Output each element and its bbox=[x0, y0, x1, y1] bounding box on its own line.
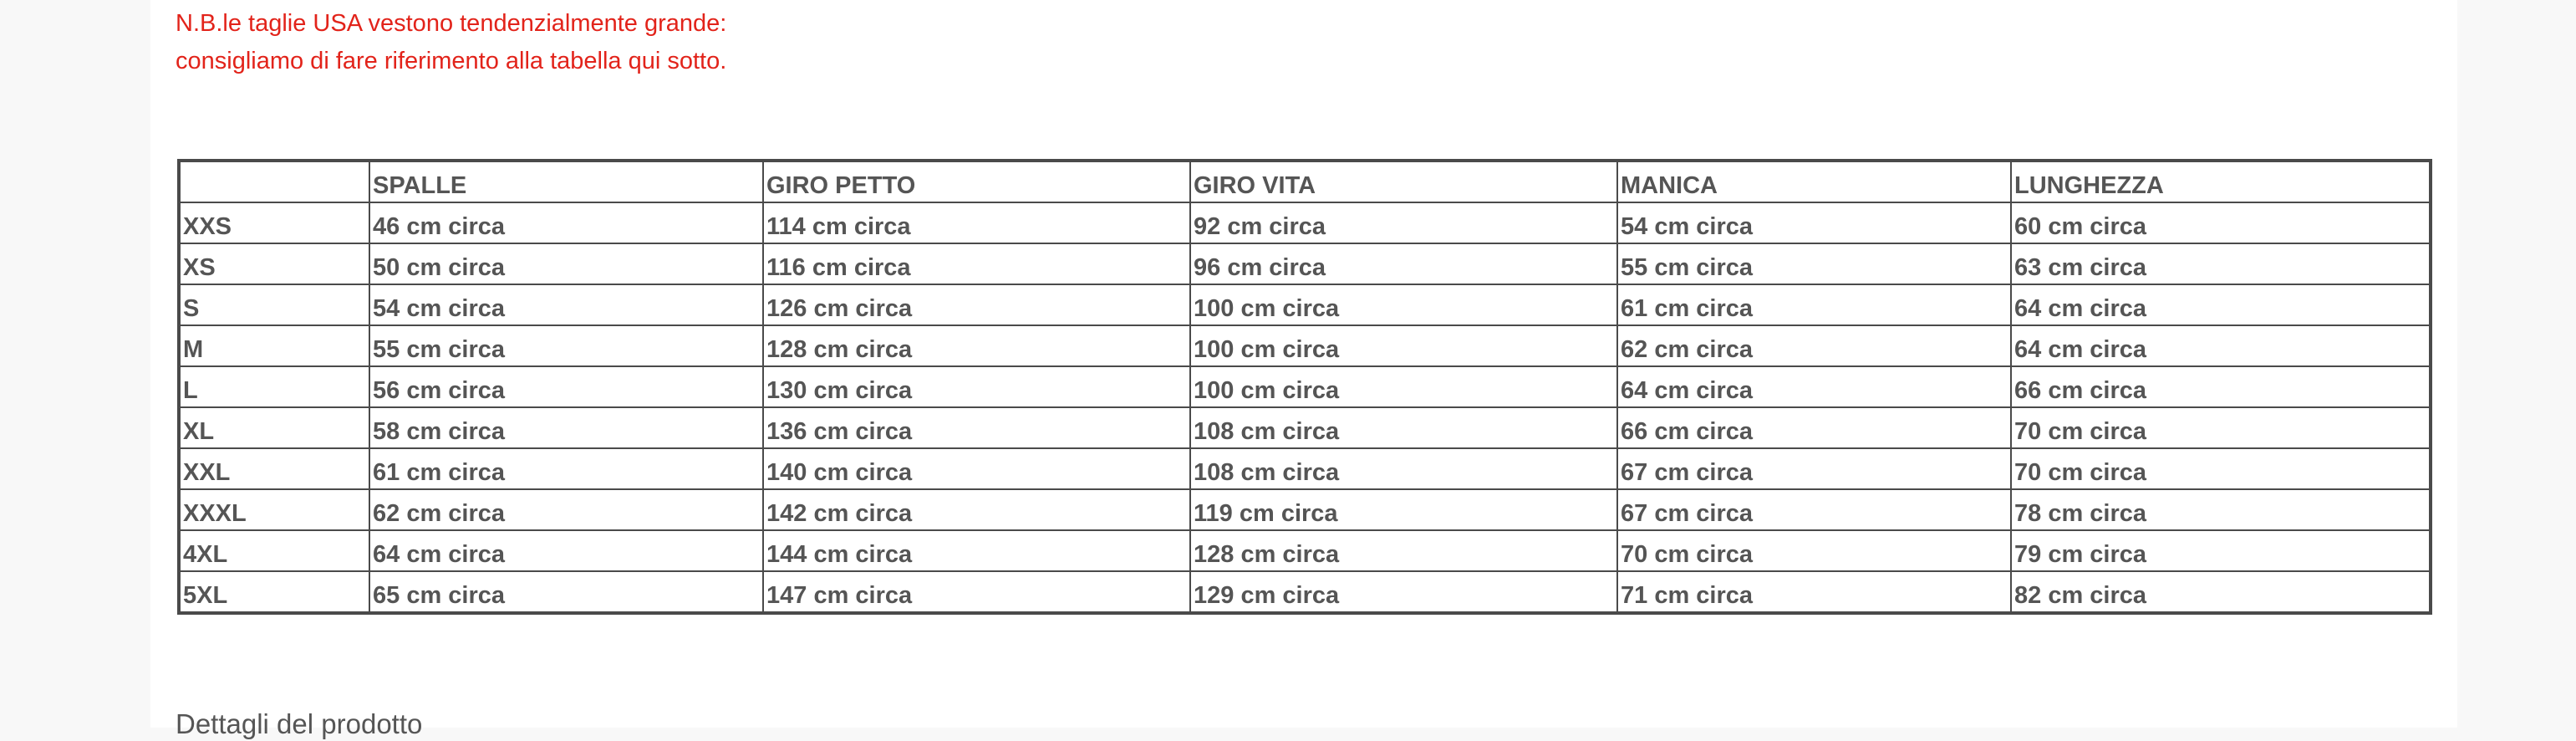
table-row bbox=[179, 284, 2431, 325]
product-details-heading: Dettagli del prodotto bbox=[176, 708, 423, 739]
table-row bbox=[179, 489, 2431, 530]
table-header-row bbox=[179, 161, 2431, 202]
cell-giro-vita: 100 cm circa bbox=[1190, 325, 1617, 366]
cell-size: XL bbox=[179, 407, 369, 448]
size-note-line-2: consigliamo di fare riferimento alla tabella qui sotto. bbox=[176, 48, 727, 74]
cell-lunghezza: 70 cm circa bbox=[2011, 448, 2431, 489]
table-row bbox=[179, 571, 2431, 613]
cell-manica: 61 cm circa bbox=[1617, 284, 2011, 325]
cell-size: XXS bbox=[179, 202, 369, 243]
size-note bbox=[176, 5, 726, 80]
cell-manica: 67 cm circa bbox=[1617, 489, 2011, 530]
cell-spalle: 54 cm circa bbox=[369, 284, 763, 325]
cell-giro-vita: 129 cm circa bbox=[1190, 571, 1617, 613]
size-chart-table bbox=[177, 159, 2432, 615]
cell-giro-petto: 136 cm circa bbox=[763, 407, 1190, 448]
header-manica: MANICA bbox=[1617, 161, 2011, 202]
cell-size: XS bbox=[179, 243, 369, 284]
size-note-line-1: N.B.le taglie USA vestono tendenzialmente grande: bbox=[176, 10, 727, 37]
cell-giro-petto: 144 cm circa bbox=[763, 530, 1190, 571]
cell-manica: 64 cm circa bbox=[1617, 366, 2011, 407]
cell-size: XXL bbox=[179, 448, 369, 489]
cell-lunghezza: 60 cm circa bbox=[2011, 202, 2431, 243]
cell-giro-vita: 96 cm circa bbox=[1190, 243, 1617, 284]
header-spalle: SPALLE bbox=[369, 161, 763, 202]
cell-spalle: 46 cm circa bbox=[369, 202, 763, 243]
cell-giro-petto: 147 cm circa bbox=[763, 571, 1190, 613]
cell-manica: 67 cm circa bbox=[1617, 448, 2011, 489]
cell-lunghezza: 66 cm circa bbox=[2011, 366, 2431, 407]
table-row bbox=[179, 448, 2431, 489]
header-giro-petto: GIRO PETTO bbox=[763, 161, 1190, 202]
table-row bbox=[179, 325, 2431, 366]
table-row bbox=[179, 407, 2431, 448]
cell-giro-vita: 108 cm circa bbox=[1190, 448, 1617, 489]
cell-lunghezza: 78 cm circa bbox=[2011, 489, 2431, 530]
table-row bbox=[179, 530, 2431, 571]
cell-giro-petto: 130 cm circa bbox=[763, 366, 1190, 407]
cell-size: L bbox=[179, 366, 369, 407]
table-row bbox=[179, 366, 2431, 407]
cell-spalle: 62 cm circa bbox=[369, 489, 763, 530]
cell-lunghezza: 70 cm circa bbox=[2011, 407, 2431, 448]
cell-giro-vita: 128 cm circa bbox=[1190, 530, 1617, 571]
cell-spalle: 56 cm circa bbox=[369, 366, 763, 407]
header-giro-vita: GIRO VITA bbox=[1190, 161, 1617, 202]
cell-manica: 54 cm circa bbox=[1617, 202, 2011, 243]
cell-giro-vita: 119 cm circa bbox=[1190, 489, 1617, 530]
cell-giro-petto: 114 cm circa bbox=[763, 202, 1190, 243]
cell-size: XXXL bbox=[179, 489, 369, 530]
cell-manica: 55 cm circa bbox=[1617, 243, 2011, 284]
table-row bbox=[179, 243, 2431, 284]
cell-size: 4XL bbox=[179, 530, 369, 571]
cell-manica: 62 cm circa bbox=[1617, 325, 2011, 366]
cell-giro-vita: 100 cm circa bbox=[1190, 366, 1617, 407]
cell-giro-petto: 140 cm circa bbox=[763, 448, 1190, 489]
cell-spalle: 58 cm circa bbox=[369, 407, 763, 448]
cell-size: S bbox=[179, 284, 369, 325]
header-lunghezza: LUNGHEZZA bbox=[2011, 161, 2431, 202]
cell-spalle: 61 cm circa bbox=[369, 448, 763, 489]
cell-spalle: 65 cm circa bbox=[369, 571, 763, 613]
cell-lunghezza: 79 cm circa bbox=[2011, 530, 2431, 571]
product-description bbox=[150, 0, 2457, 739]
cell-giro-vita: 100 cm circa bbox=[1190, 284, 1617, 325]
cell-lunghezza: 63 cm circa bbox=[2011, 243, 2431, 284]
cell-giro-petto: 116 cm circa bbox=[763, 243, 1190, 284]
cell-giro-petto: 126 cm circa bbox=[763, 284, 1190, 325]
cell-size: 5XL bbox=[179, 571, 369, 613]
cell-manica: 71 cm circa bbox=[1617, 571, 2011, 613]
cell-giro-vita: 92 cm circa bbox=[1190, 202, 1617, 243]
cell-giro-petto: 142 cm circa bbox=[763, 489, 1190, 530]
cell-size: M bbox=[179, 325, 369, 366]
cell-giro-vita: 108 cm circa bbox=[1190, 407, 1617, 448]
cell-lunghezza: 82 cm circa bbox=[2011, 571, 2431, 613]
cell-spalle: 64 cm circa bbox=[369, 530, 763, 571]
cell-manica: 70 cm circa bbox=[1617, 530, 2011, 571]
cell-spalle: 50 cm circa bbox=[369, 243, 763, 284]
cell-spalle: 55 cm circa bbox=[369, 325, 763, 366]
cell-lunghezza: 64 cm circa bbox=[2011, 325, 2431, 366]
cell-lunghezza: 64 cm circa bbox=[2011, 284, 2431, 325]
cell-giro-petto: 128 cm circa bbox=[763, 325, 1190, 366]
cell-manica: 66 cm circa bbox=[1617, 407, 2011, 448]
table-row bbox=[179, 202, 2431, 243]
header-size bbox=[179, 161, 369, 202]
